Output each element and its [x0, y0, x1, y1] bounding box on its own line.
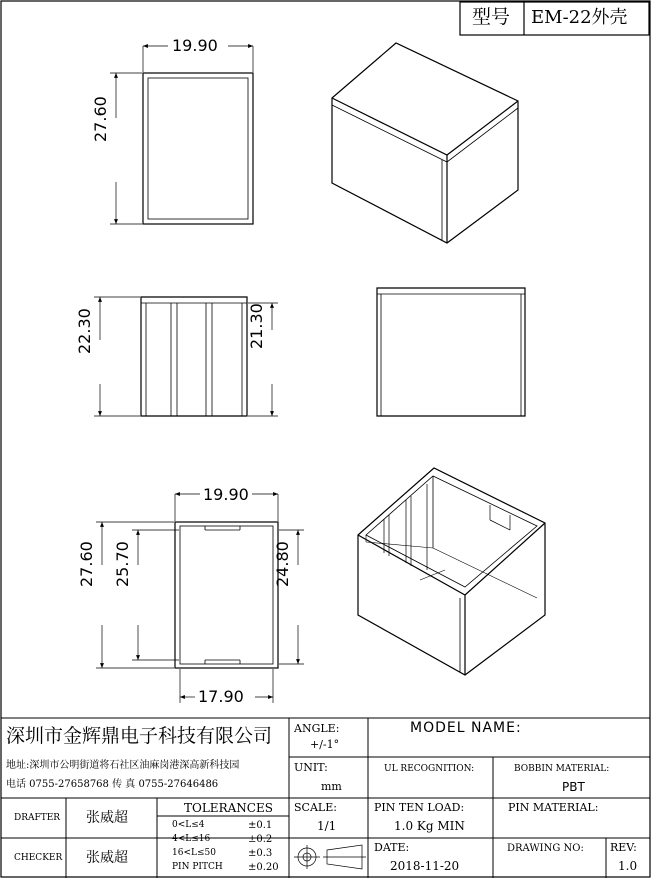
bobbin-material-value: PBT	[562, 780, 585, 794]
model-tag-value: EM-22外壳	[531, 7, 628, 28]
pin-load-label: PIN TEN LOAD:	[374, 801, 465, 814]
pin-material-label: PIN MATERIAL:	[508, 801, 599, 814]
drafter-value: 张威超	[86, 810, 128, 826]
tol-range-3: 16<L≤50	[172, 848, 216, 858]
tol-value-3: ±0.3	[248, 848, 273, 859]
model-tag-label: 型号	[472, 6, 511, 28]
company-phone: 电话 0755-27658768 传 真 0755-27646486	[6, 779, 219, 790]
company-address: 地址:深圳市公明街道将石社区油麻岗港深高新科技园	[6, 760, 240, 771]
model-name-label: MODEL NAME:	[410, 720, 522, 736]
dim-bottom-inner-height: 25.70	[113, 541, 133, 587]
checker-label: CHECKER	[14, 853, 63, 863]
checker-value: 张威超	[86, 850, 128, 866]
projection-symbol-icon	[294, 845, 366, 869]
iso-closed-view	[332, 43, 518, 243]
drawing-no-label: DRAWING NO:	[507, 843, 584, 854]
angle-value: +/-1°	[310, 738, 340, 751]
scale-label: SCALE:	[294, 801, 337, 814]
scale-value: 1/1	[317, 819, 337, 833]
ul-recognition-label: UL RECOGNITION:	[384, 764, 475, 774]
date-label: DATE:	[374, 841, 410, 854]
dim-top-width: 19.90	[172, 36, 218, 55]
rev-value: 1.0	[618, 859, 638, 873]
iso-open-view	[358, 468, 545, 675]
angle-label: ANGLE:	[294, 722, 340, 735]
front-view	[377, 288, 525, 416]
dim-side-left-height: 22.30	[75, 308, 95, 354]
company-name: 深圳市金辉鼎电子科技有限公司	[6, 725, 273, 747]
tol-value-1: ±0.1	[248, 820, 273, 831]
date-value: 2018-11-20	[390, 859, 460, 873]
tol-range-2: 4<L≤16	[172, 834, 211, 844]
tolerances-label: TOLERANCES	[184, 801, 273, 815]
dim-bottom-outer-height: 27.60	[77, 541, 97, 587]
pin-load-value: 1.0 Kg MIN	[394, 819, 465, 833]
bobbin-material-label: BOBBIN MATERIAL:	[514, 764, 610, 774]
drafter-label: DRAFTER	[14, 813, 61, 823]
rev-label: REV:	[610, 841, 637, 854]
bottom-view	[96, 494, 304, 706]
top-view	[110, 46, 253, 224]
tol-range-4: PIN PITCH	[172, 862, 223, 872]
unit-label: UNIT:	[294, 761, 328, 774]
tol-value-2: ±0.2	[248, 834, 273, 845]
dim-bottom-outer-width: 19.90	[203, 485, 249, 504]
dim-side-right-height: 21.30	[247, 303, 267, 349]
dim-top-height: 27.60	[91, 96, 111, 142]
tol-range-1: 0<L≤4	[172, 820, 205, 830]
dim-bottom-inner-width: 17.90	[198, 687, 244, 706]
unit-value: mm	[321, 780, 342, 793]
dim-bottom-right-height: 24.80	[273, 541, 293, 587]
tol-value-4: ±0.20	[248, 862, 279, 873]
